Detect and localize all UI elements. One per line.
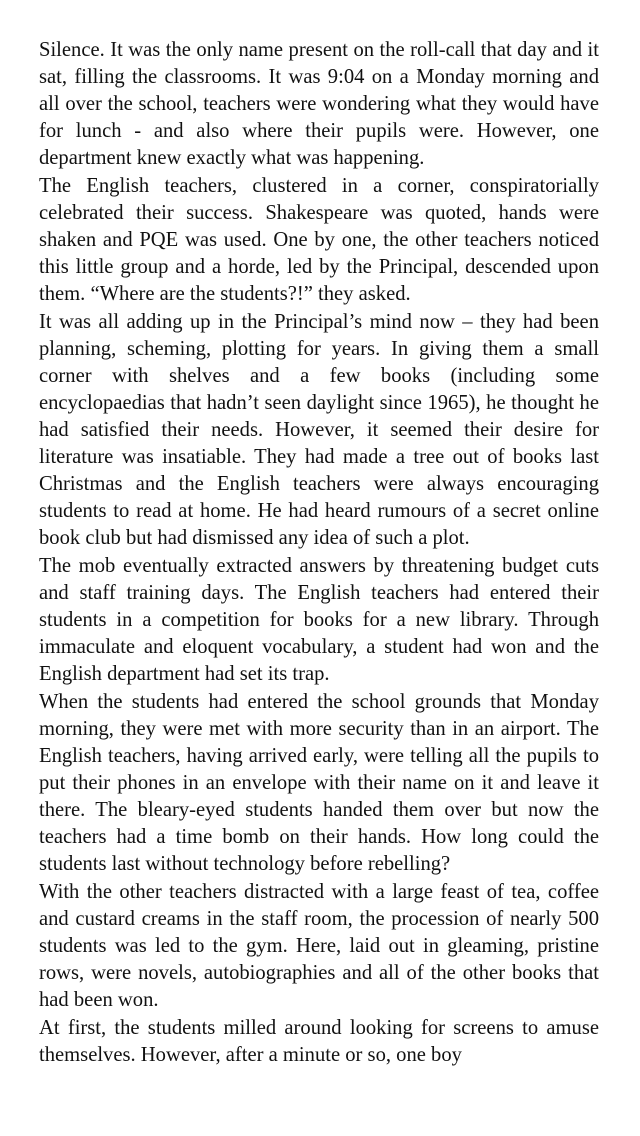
- paragraph: The English teachers, clustered in a corner, conspiratorially celebrated their success. Shakespeare was quoted, hands were shaken and PQE was used. One by one, the other teachers noticed this little group and a horde, led by the Principal, descended upon them. “Where are the students?!” they asked.: [39, 175, 599, 305]
- paragraph: It was all adding up in the Principal’s mind now – they had been planning, scheming, plotting for years. In giving them a small corner with shelves and a few books (including some encyclopaedias that hadn’t seen daylight since 1965), he thought he had satisfied their needs. However, it seemed their desire for literature was insatiable. They had made a tree out of books last Christmas and the English teachers were always encouraging students to read at home. He had heard rumours of a secret online book club but had dismissed any idea of such a plot.: [39, 311, 599, 549]
- paragraph: When the students had entered the school grounds that Monday morning, they were met with more security than in an airport. The English teachers, having arrived early, were telling all the pupils to put their phones in an envelope with their name on it and leave it there. The bleary-eyed students handed them over but now the teachers had a time bomb on their hands. How long could the students last without technology before rebelling?: [39, 691, 599, 875]
- paragraph: The mob eventually extracted answers by threatening budget cuts and staff training days. The English teachers had entered their students in a competition for books for a new library. Through immaculate and eloquent vocabulary, a student had won and the English department had set its trap.: [39, 555, 599, 685]
- paragraph: Silence. It was the only name present on the roll-call that day and it sat, filling the classrooms. It was 9:04 on a Monday morning and all over the school, teachers were wondering what they would have for lunch - and also where their pupils were. However, one department knew exactly what was happening.: [39, 39, 599, 169]
- story-text: [39, 37, 599, 1070]
- paragraph: With the other teachers distracted with a large feast of tea, coffee and custard creams in the staff room, the procession of nearly 500 students was led to the gym. Here, laid out in gleaming, pristine rows, were novels, autobiographies and all of the other books that had been won.: [39, 881, 599, 1011]
- paragraph: At first, the students milled around looking for screens to amuse themselves. However, after a minute or so, one boy: [39, 1017, 599, 1066]
